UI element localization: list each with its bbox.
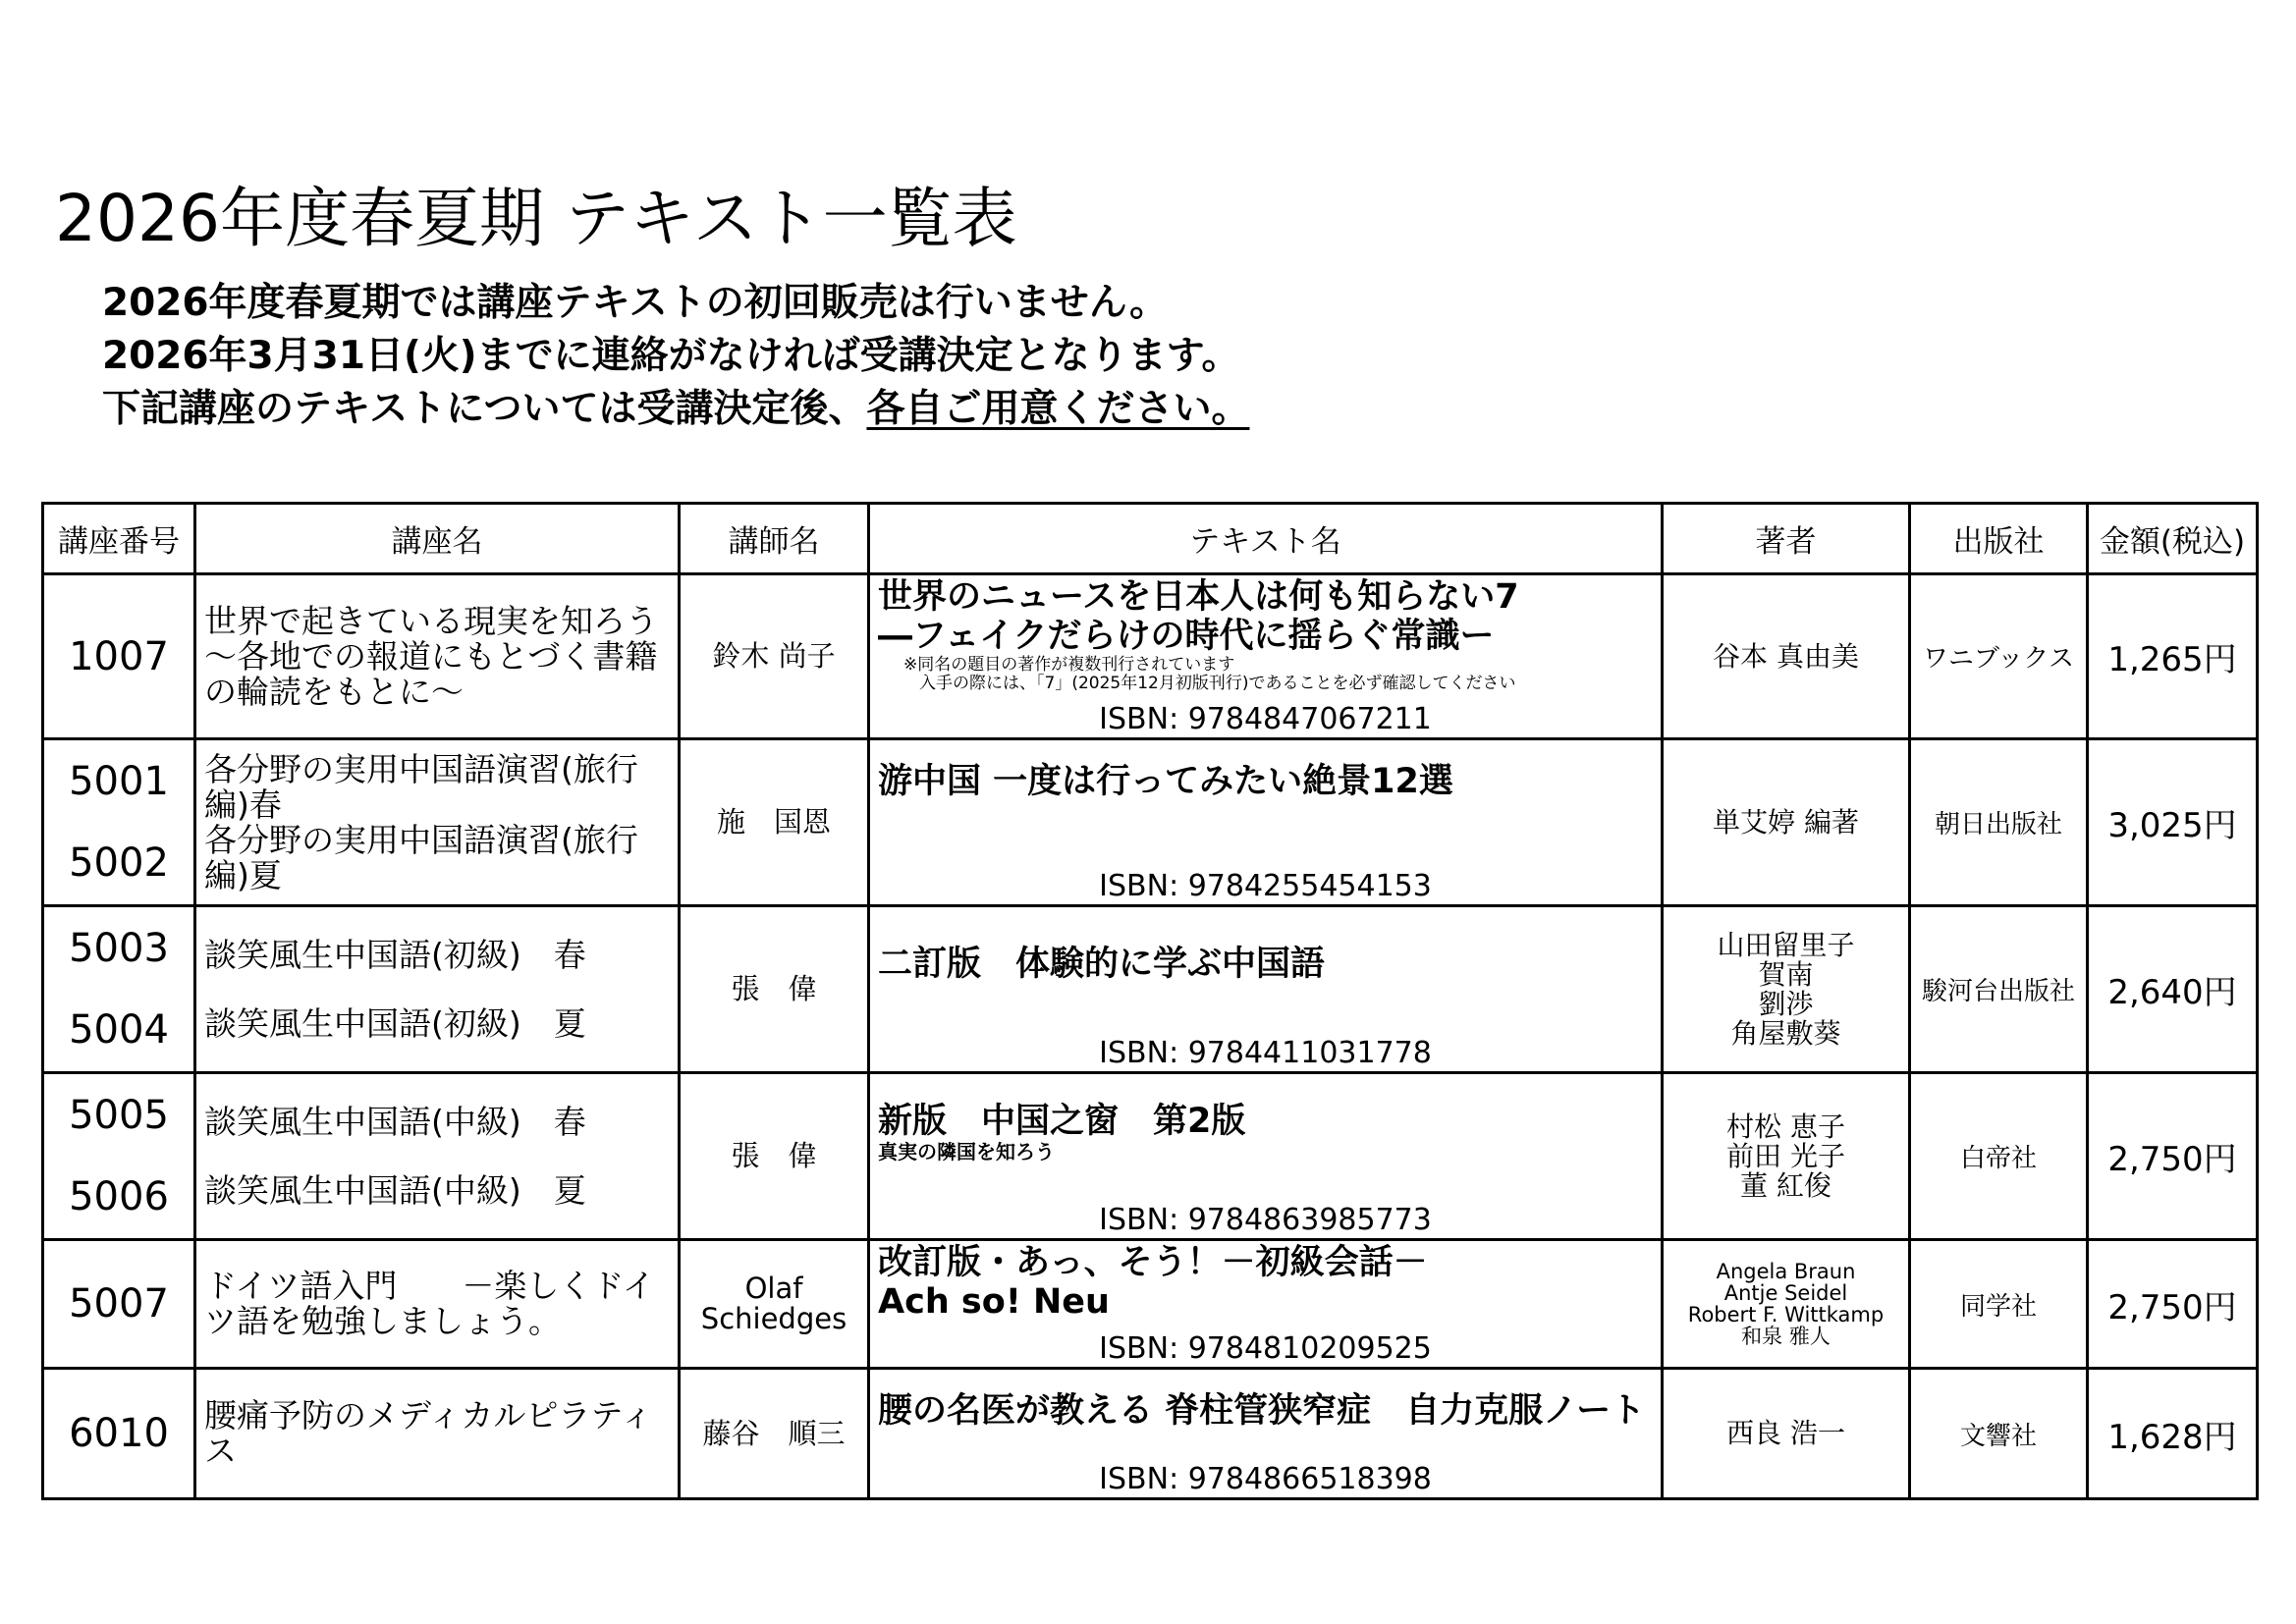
publisher: 同学社 [1910,1240,2088,1369]
instructor-line: Olaf [744,1272,803,1305]
notice [102,277,1249,436]
author [1663,1240,1910,1369]
course-number-value: 5001 [69,758,169,804]
instructor-line: Schiedges [700,1302,847,1335]
instructor: 張 偉 [680,906,869,1073]
notice-line: 2026年3月31日(火)までに連絡がなければ受講決定となります。 [102,334,1240,378]
notice-line: 2026年度春夏期では講座テキストの初回販売は行いません。 [102,281,1169,325]
price: 1,628円 [2088,1369,2258,1499]
isbn: ISBN: 9784411031778 [1099,1036,1432,1070]
course-name-line: 談笑風生中国語(初級) 春 [204,935,586,974]
author-name: Antje Seidel [1723,1281,1848,1305]
course-name-line: 各分野の実用中国語演習(旅行編)夏 [204,820,638,894]
price: 2,750円 [2088,1073,2258,1240]
page-title: 2026年度春夏期 テキスト一覧表 [55,181,1017,256]
publisher: 朝日出版社 [1910,739,2088,906]
textbook [869,1369,1663,1499]
column-header: テキスト名 [869,504,1663,574]
course-number [43,1073,195,1240]
author-name: 劉渉 [1758,987,1814,1020]
publisher: ワニブックス [1910,574,2088,739]
course-name: 世界で起きている現実を知ろう～各地での報道にもとづく書籍の輪読をもとに～ [195,574,680,739]
author-name: 角屋敷葵 [1730,1016,1841,1050]
table-row [43,574,2258,739]
author: 谷本 真由美 [1663,574,1910,739]
isbn: ISBN: 9784810209525 [1099,1331,1432,1366]
author-name: 董 紅俊 [1740,1168,1831,1202]
textbook-note: 入手の際には、「7」(2025年12月初版刊行)であることを必ず確認してください [919,674,1516,693]
textbook-title-line: Ach so! Neu [878,1282,1110,1322]
table-row [43,906,2258,1073]
isbn: ISBN: 9784255454153 [1099,869,1432,903]
textbook-subtitle: ―フェイクだらけの時代に揺らぐ常識ー [878,617,1495,656]
textbook-title: 腰の名医が教える 脊柱管狭窄症 自力克服ノート [878,1391,1646,1431]
course-name [195,1073,680,1240]
course-name [195,906,680,1073]
textbook [869,1240,1663,1369]
textbook-title: 新版 中国之窗 第2版 [878,1102,1246,1141]
course-name-line: 各分野の実用中国語演習(旅行編)春 [204,749,638,824]
course-name-line: 談笑風生中国語(中級) 春 [204,1102,586,1141]
isbn: ISBN: 9784847067211 [1099,702,1432,736]
author [1663,906,1910,1073]
isbn: ISBN: 9784866518398 [1099,1462,1432,1496]
author-name: 前田 光子 [1726,1139,1845,1172]
column-header: 講座番号 [43,504,195,574]
publisher: 駿河台出版社 [1910,906,2088,1073]
textbook [869,1073,1663,1240]
table-row [43,739,2258,906]
course-number-value: 5004 [69,1007,169,1054]
price: 1,265円 [2088,574,2258,739]
author-name: Angela Braun [1716,1260,1856,1283]
author-name: Robert F. Wittkamp [1687,1303,1885,1326]
textbook-title: 二訂版 体験的に学ぶ中国語 [878,945,1326,984]
course-number [43,739,195,906]
instructor: 施 国恩 [680,739,869,906]
course-name [195,739,680,906]
column-header: 著者 [1663,504,1910,574]
publisher: 文響社 [1910,1369,2088,1499]
textbook [869,574,1663,739]
notice-emphasis: 各自ご用意ください。 [866,387,1250,431]
price: 2,750円 [2088,1240,2258,1369]
author-name: 和泉 雅人 [1741,1325,1831,1348]
author: 西良 浩一 [1663,1369,1910,1499]
table-row [43,1073,2258,1240]
textbook [869,739,1663,906]
course-number-value: 5006 [69,1174,169,1220]
author-name: 賀南 [1758,957,1814,991]
textbook-table [41,502,2259,1500]
notice-line [102,383,1249,436]
instructor: 鈴木 尚子 [680,574,869,739]
course-name-line: 談笑風生中国語(初級) 夏 [204,1003,586,1043]
textbook [869,906,1663,1073]
textbook-title: 改訂版・あっ、そう！－初級会話－ [878,1243,1428,1282]
textbook-note: ※同名の題目の著作が複数刊行されています [903,655,1235,675]
table-row [43,1369,2258,1499]
author-name: 村松 恵子 [1726,1110,1845,1143]
table-row [43,1240,2258,1369]
instructor: 藤谷 順三 [680,1369,869,1499]
author: 単艾婷 編著 [1663,739,1910,906]
price: 3,025円 [2088,739,2258,906]
course-number: 5007 [43,1240,195,1369]
course-name-line: 談笑風生中国語(中級) 夏 [204,1170,586,1210]
header-row [43,504,2258,574]
publisher: 白帝社 [1910,1073,2088,1240]
course-number-value: 5005 [69,1092,169,1138]
course-name: ドイツ語入門 －楽しくドイツ語を勉強しましょう。 [195,1240,680,1369]
course-number-value: 5003 [69,925,169,971]
course-number-value: 5002 [69,840,169,887]
textbook-title: 世界のニュースを日本人は何も知らない7 [878,577,1519,617]
course-name: 腰痛予防のメディカルピラティス [195,1369,680,1499]
author-name: 山田留里子 [1717,928,1855,961]
column-header: 出版社 [1910,504,2088,574]
instructor: 張 偉 [680,1073,869,1240]
isbn: ISBN: 9784863985773 [1099,1203,1432,1237]
author [1663,1073,1910,1240]
course-number: 1007 [43,574,195,739]
column-header: 金額(税込) [2088,504,2258,574]
price: 2,640円 [2088,906,2258,1073]
textbook-subtitle: 真実の隣国を知ろう [878,1140,1055,1164]
column-header: 講座名 [195,504,680,574]
course-number: 6010 [43,1369,195,1499]
instructor [680,1240,869,1369]
notice-text: 下記講座のテキストについては受講決定後、 [102,387,867,431]
column-header: 講師名 [680,504,869,574]
textbook-title: 游中国 一度は行ってみたい絶景12選 [878,762,1453,801]
course-number [43,906,195,1073]
